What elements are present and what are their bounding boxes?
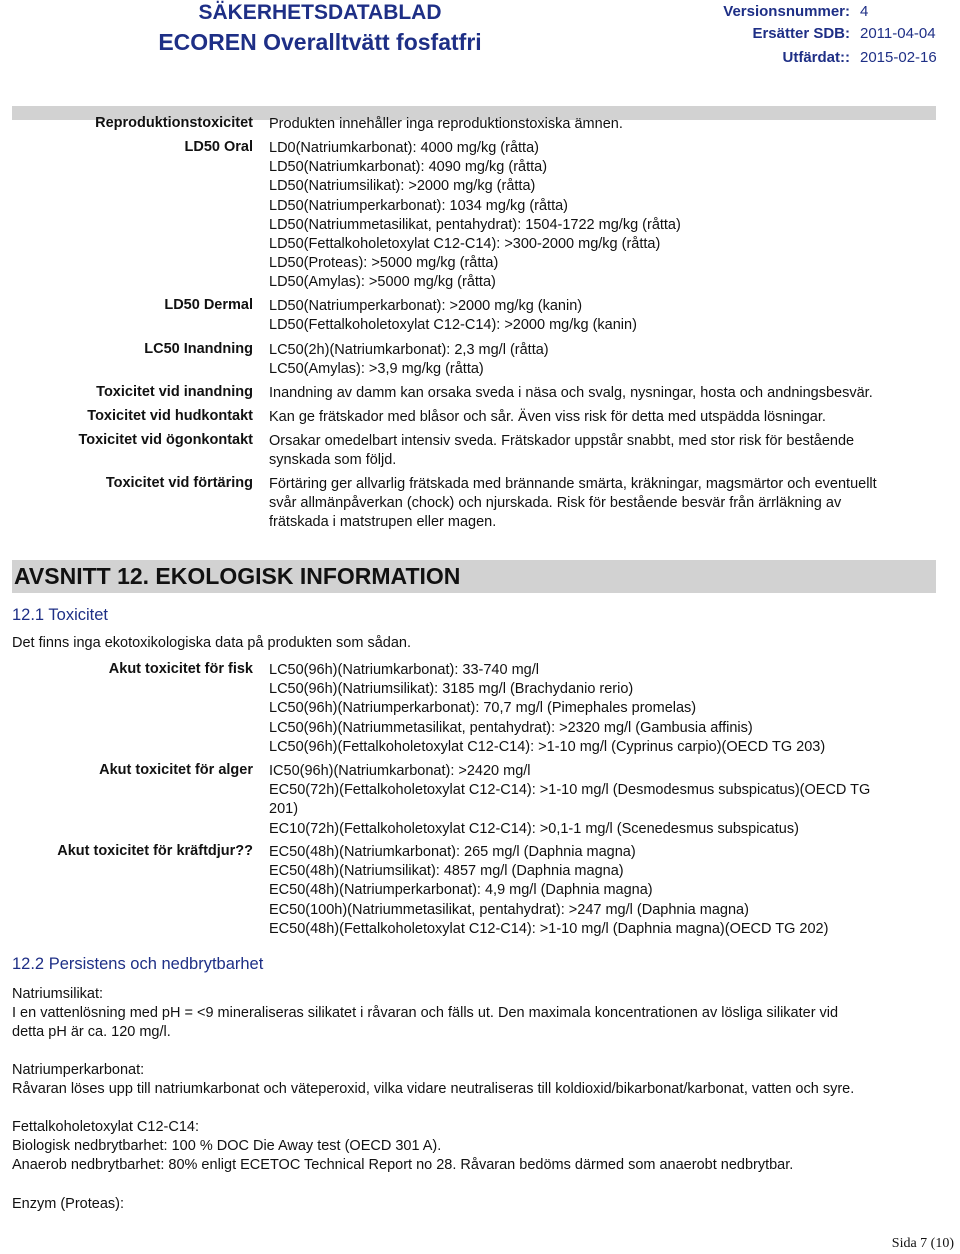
product-name: ECOREN Overalltvätt fosfatfri [158,29,482,55]
tox-oga-label: Toxicitet vid ögonkontakt [78,432,253,448]
text-line: 201) [269,801,299,818]
issued-label: Utfärdat:: [782,49,850,66]
text-line: frätskada i matstrupen eller magen. [269,514,497,531]
replaces-label: Ersätter SDB: [752,25,850,42]
fisk-label: Akut toxicitet för fisk [108,661,253,677]
text-line: Enzym (Proteas): [12,1196,124,1212]
lc50-inandning-label: LC50 Inandning [144,341,253,357]
issued-row [0,49,960,69]
subsection-persistence-heading: 12.2 Persistens och nedbrytbarhet [12,955,264,973]
paragraph-natriumsilikat [12,985,932,1042]
lc50-inandning-value [269,341,937,379]
section-title: AVSNITT 12. EKOLOGISK INFORMATION [14,563,461,589]
text-line: EC50(48h)(Natriumsilikat): 4857 mg/l (Daphnia magna) [269,863,624,880]
tox-hud-value [269,408,937,427]
version-label: Versionsnummer: [723,3,850,20]
text-line: synskada som följd. [269,452,397,469]
text-line: EC50(48h)(Natriumkarbonat): 265 mg/l (Daphnia magna) [269,844,636,860]
text-line: LD50(Natriumperkarbonat): 1034 mg/kg (råtta) [269,197,568,214]
text-line: Förtäring ger allvarlig frätskada med brännande smärta, kräkningar, magsmärtor och eventuellt [269,476,877,492]
kraftdjur-label: Akut toxicitet för kräftdjur?? [57,843,253,859]
text-line: detta pH är ca. 120 mg/l. [12,1024,171,1040]
text-line: LC50(96h)(Natriummetasilikat, pentahydrat): >2320 mg/l (Gambusia affinis) [269,719,753,736]
reproduktion-value [269,115,937,134]
text-line: EC10(72h)(Fettalkoholetoxylat C12-C14): >0,1-1 mg/l (Scenedesmus subspicatus) [269,820,799,837]
text-line: LD50(Natriumsilikat): >2000 mg/kg (råtta) [269,178,536,195]
text-line: LD50(Proteas): >5000 mg/kg (råtta) [269,255,499,272]
alger-value [269,762,937,839]
ld50-oral-label: LD50 Oral [184,139,253,155]
text-line: Orsakar omedelbart intensiv sveda. Frätskador uppstår snabbt, med stor risk för bestående [269,433,855,449]
replaces-value: 2011-04-04 [860,25,936,42]
text-line: LD50(Natriummetasilikat, pentahydrat): 1504-1722 mg/kg (råtta) [269,216,681,233]
text-line: LD50(Natriumkarbonat): 4090 mg/kg (råtta) [269,159,548,176]
text-line: LD50(Natriumperkarbonat): >2000 mg/kg (kanin) [269,298,583,314]
kraftdjur-value [269,843,937,939]
document-title: SÄKERHETSDATABLAD [198,1,442,24]
text-line: EC50(48h)(Fettalkoholetoxylat C12-C14): >1-10 mg/l (Daphnia magna)(OECD TG 202) [269,920,829,937]
text-line: LD0(Natriumkarbonat): 4000 mg/kg (råtta) [269,140,539,156]
text-line: Kan ge frätskador med blåsor och sår. Även viss risk för detta med utspädda lösningar. [269,409,826,425]
document-header [0,0,960,70]
text-line: EC50(72h)(Fettalkoholetoxylat C12-C14): >1-10 mg/l (Desmodesmus subspicatus)(OECD TG [269,782,871,799]
text-line: IC50(96h)(Natriumkarbonat): >2420 mg/l [269,763,531,779]
ld50-dermal-value [269,297,937,335]
subsection-toxicity-heading: 12.1 Toxicitet [12,606,109,624]
tox-oga-value [269,432,937,470]
text-line: Råvaran löses upp till natriumkarbonat och väteperoxid, vilka vidare neutraliseras till koldioxid/bikarbonat/karbonat, vatten och syre. [12,1081,855,1097]
text-line: Inandning av damm kan orsaka sveda i näsa och svalg, nysningar, hosta och andningsbesvär. [269,385,873,401]
text-line: LD50(Fettalkoholetoxylat C12-C14): >300-2000 mg/kg (råtta) [269,236,661,253]
issued-value: 2015-02-16 [860,49,937,66]
version-row [0,3,960,23]
paragraph-enzym [12,1195,932,1214]
tox-fortaring-value [269,475,937,533]
paragraph-fettalkoholetoxylat [12,1118,932,1175]
text-line: LC50(96h)(Natriumkarbonat): 33-740 mg/l [269,662,539,678]
text-line: Biologisk nedbrytbarhet: 100 % DOC Die Away test (OECD 301 A). [12,1138,442,1154]
text-line: Produkten innehåller inga reproduktionstoxiska ämnen. [269,116,623,132]
tox-inandning-value [269,384,937,403]
text-line: Fettalkoholetoxylat C12-C14: [12,1119,199,1135]
text-line: LC50(2h)(Natriumkarbonat): 2,3 mg/l (råtta) [269,342,549,358]
version-value: 4 [860,3,869,20]
intro-text: Det finns inga ekotoxikologiska data på produkten som sådan. [12,635,411,651]
page-number: Sida 7 (10) [891,1236,954,1251]
fisk-value [269,661,937,757]
ld50-dermal-label: LD50 Dermal [164,297,253,313]
text-line: LC50(96h)(Natriumperkarbonat): 70,7 mg/l (Pimephales promelas) [269,700,697,717]
text-line: svår allmänpåverkan (chock) och njurskada. Risk för bestående besvär från ärrläkning av [269,495,842,512]
text-line: EC50(100h)(Natriummetasilikat, pentahydrat): >247 mg/l (Daphnia magna) [269,901,749,918]
text-line: I en vattenlösning med pH = <9 mineraliseras silikatet i råvaran och fälls ut. Den maximala koncentrationen av lösliga silikater vid [12,1005,839,1021]
tox-inandning-label: Toxicitet vid inandning [96,384,253,400]
alger-label: Akut toxicitet för alger [99,762,253,778]
tox-fortaring-label: Toxicitet vid förtäring [105,475,253,491]
paragraph-natriumperkarbonat [12,1061,932,1099]
text-line: EC50(48h)(Natriumperkarbonat): 4,9 mg/l (Daphnia magna) [269,882,653,899]
ld50-oral-value [269,139,937,293]
text-line: LD50(Fettalkoholetoxylat C12-C14): >2000 mg/kg (kanin) [269,317,637,334]
text-line: LC50(Amylas): >3,9 mg/kg (råtta) [269,361,484,378]
text-line: Anaerob nedbrytbarhet: 80% enligt ECETOC Technical Report no 28. Råvaran bedöms därmed som anaerobt nedbrytbar. [12,1157,794,1173]
text-line: Natriumsilikat: [12,986,104,1002]
reproduktion-label: Reproduktionstoxicitet [95,115,253,131]
text-line: Natriumperkarbonat: [12,1062,145,1078]
tox-hud-label: Toxicitet vid hudkontakt [87,408,253,424]
text-line: LC50(96h)(Fettalkoholetoxylat C12-C14): >1-10 mg/l (Cyprinus carpio)(OECD TG 203) [269,738,826,755]
text-line: LC50(96h)(Natriumsilikat): 3185 mg/l (Brachydanio rerio) [269,681,634,698]
replaces-row [0,25,960,45]
text-line: LD50(Amylas): >5000 mg/kg (råtta) [269,274,496,291]
